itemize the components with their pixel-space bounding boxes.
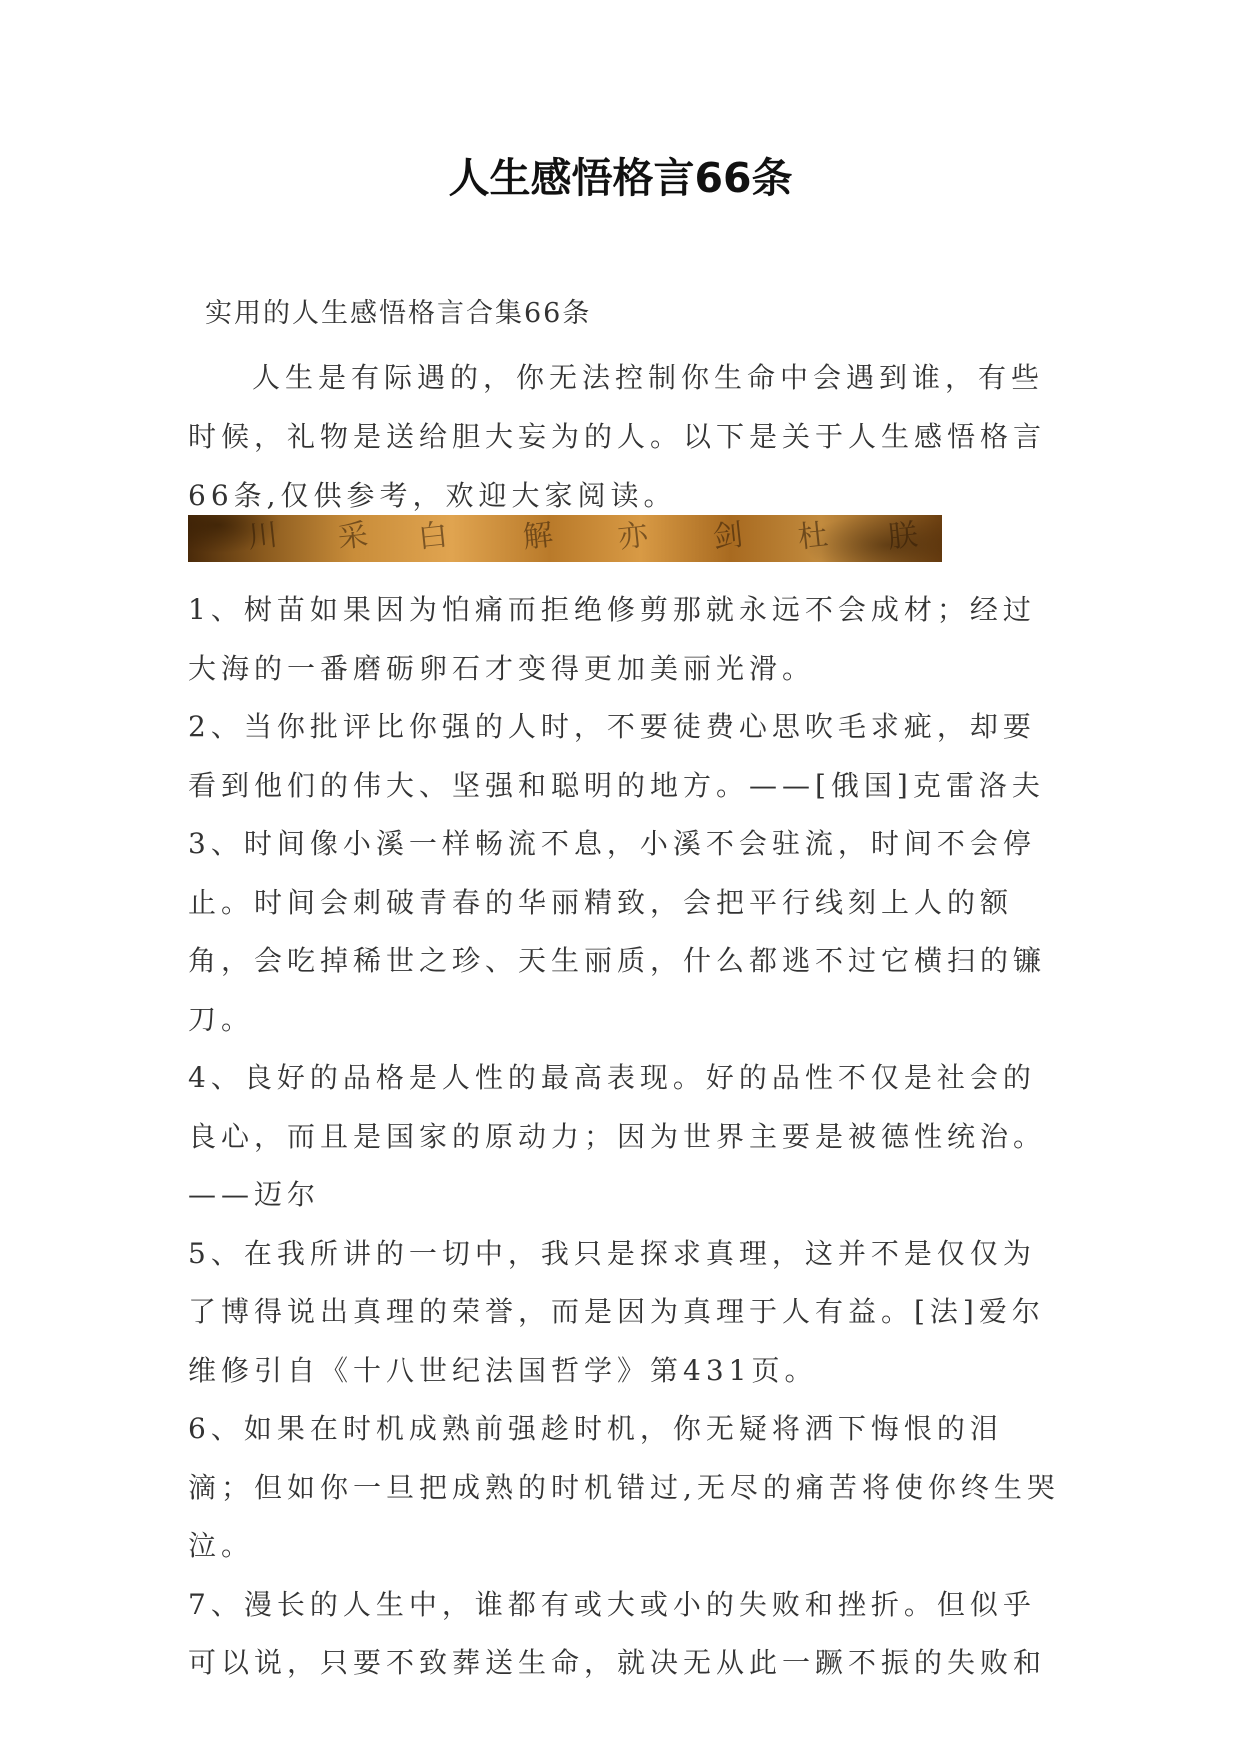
quote-item: 3、时间像小溪一样畅流不息，小溪不会驻流，时间不会停止。时间会刺破青春的华丽精致，会把平行线刻上人的额角，会吃掉稀世之珍、天生丽质，什么都逃不过它横扫的镰刀。 <box>188 827 1047 1036</box>
banner-glyph: 解 <box>521 517 555 556</box>
banner-glyph: 白 <box>416 517 450 556</box>
quote-item: 4、良好的品格是人性的最高表现。好的品性不仅是社会的良心，而且是国家的原动力；因为世界主要是被德性统治。——迈尔 <box>188 1061 1047 1211</box>
quote-item: 2、当你批评比你强的人时，不要徒费心思吹毛求疵，却要看到他们的伟大、坚强和聪明的地方。——[俄国]克雷洛夫 <box>188 710 1045 802</box>
quote-item: 1、树苗如果因为怕痛而拒绝修剪那就永远不会成材；经过大海的一番磨砺卵石才变得更加美丽光滑。 <box>188 593 1036 685</box>
banner-glyph: 杜 <box>796 517 830 556</box>
banner-glyph: 剑 <box>711 517 745 556</box>
banner-glyph: 朕 <box>886 517 920 556</box>
quote-item: 7、漫长的人生中，谁都有或大或小的失败和挫折。但似乎可以说，只要不致葬送生命，就决无从此一蹶不振的失败和 <box>188 1587 1047 1679</box>
document-title: 人生感悟格言66条 <box>448 154 793 202</box>
quote-item: 5、在我所讲的一切中，我只是探求真理，这并不是仅仅为了博得说出真理的荣誉，而是因为真理于人有益。[法]爱尔维修引自《十八世纪法国哲学》第431页。 <box>188 1236 1045 1387</box>
quote-list <box>188 581 1068 1693</box>
intro-paragraph: 人生是有际遇的，你无法控制你生命中会遇到谁，有些时候，礼物是送给胆大妄为的人。以下是关于人生感悟格言66条,仅供参考，欢迎大家阅读。 <box>188 361 1047 512</box>
banner-glyph: 川 <box>246 517 280 556</box>
quote-item: 6、如果在时机成熟前强趁时机，你无疑将洒下悔恨的泪滴；但如你一旦把成熟的时机错过,无尽的痛苦将使你终生哭泣。 <box>188 1412 1060 1562</box>
document-subtitle: 实用的人生感悟格言合集66条 <box>205 298 592 329</box>
decorative-calligraphy-banner <box>188 515 942 562</box>
banner-glyph: 采 <box>336 517 370 556</box>
banner-glyph: 亦 <box>616 517 650 556</box>
